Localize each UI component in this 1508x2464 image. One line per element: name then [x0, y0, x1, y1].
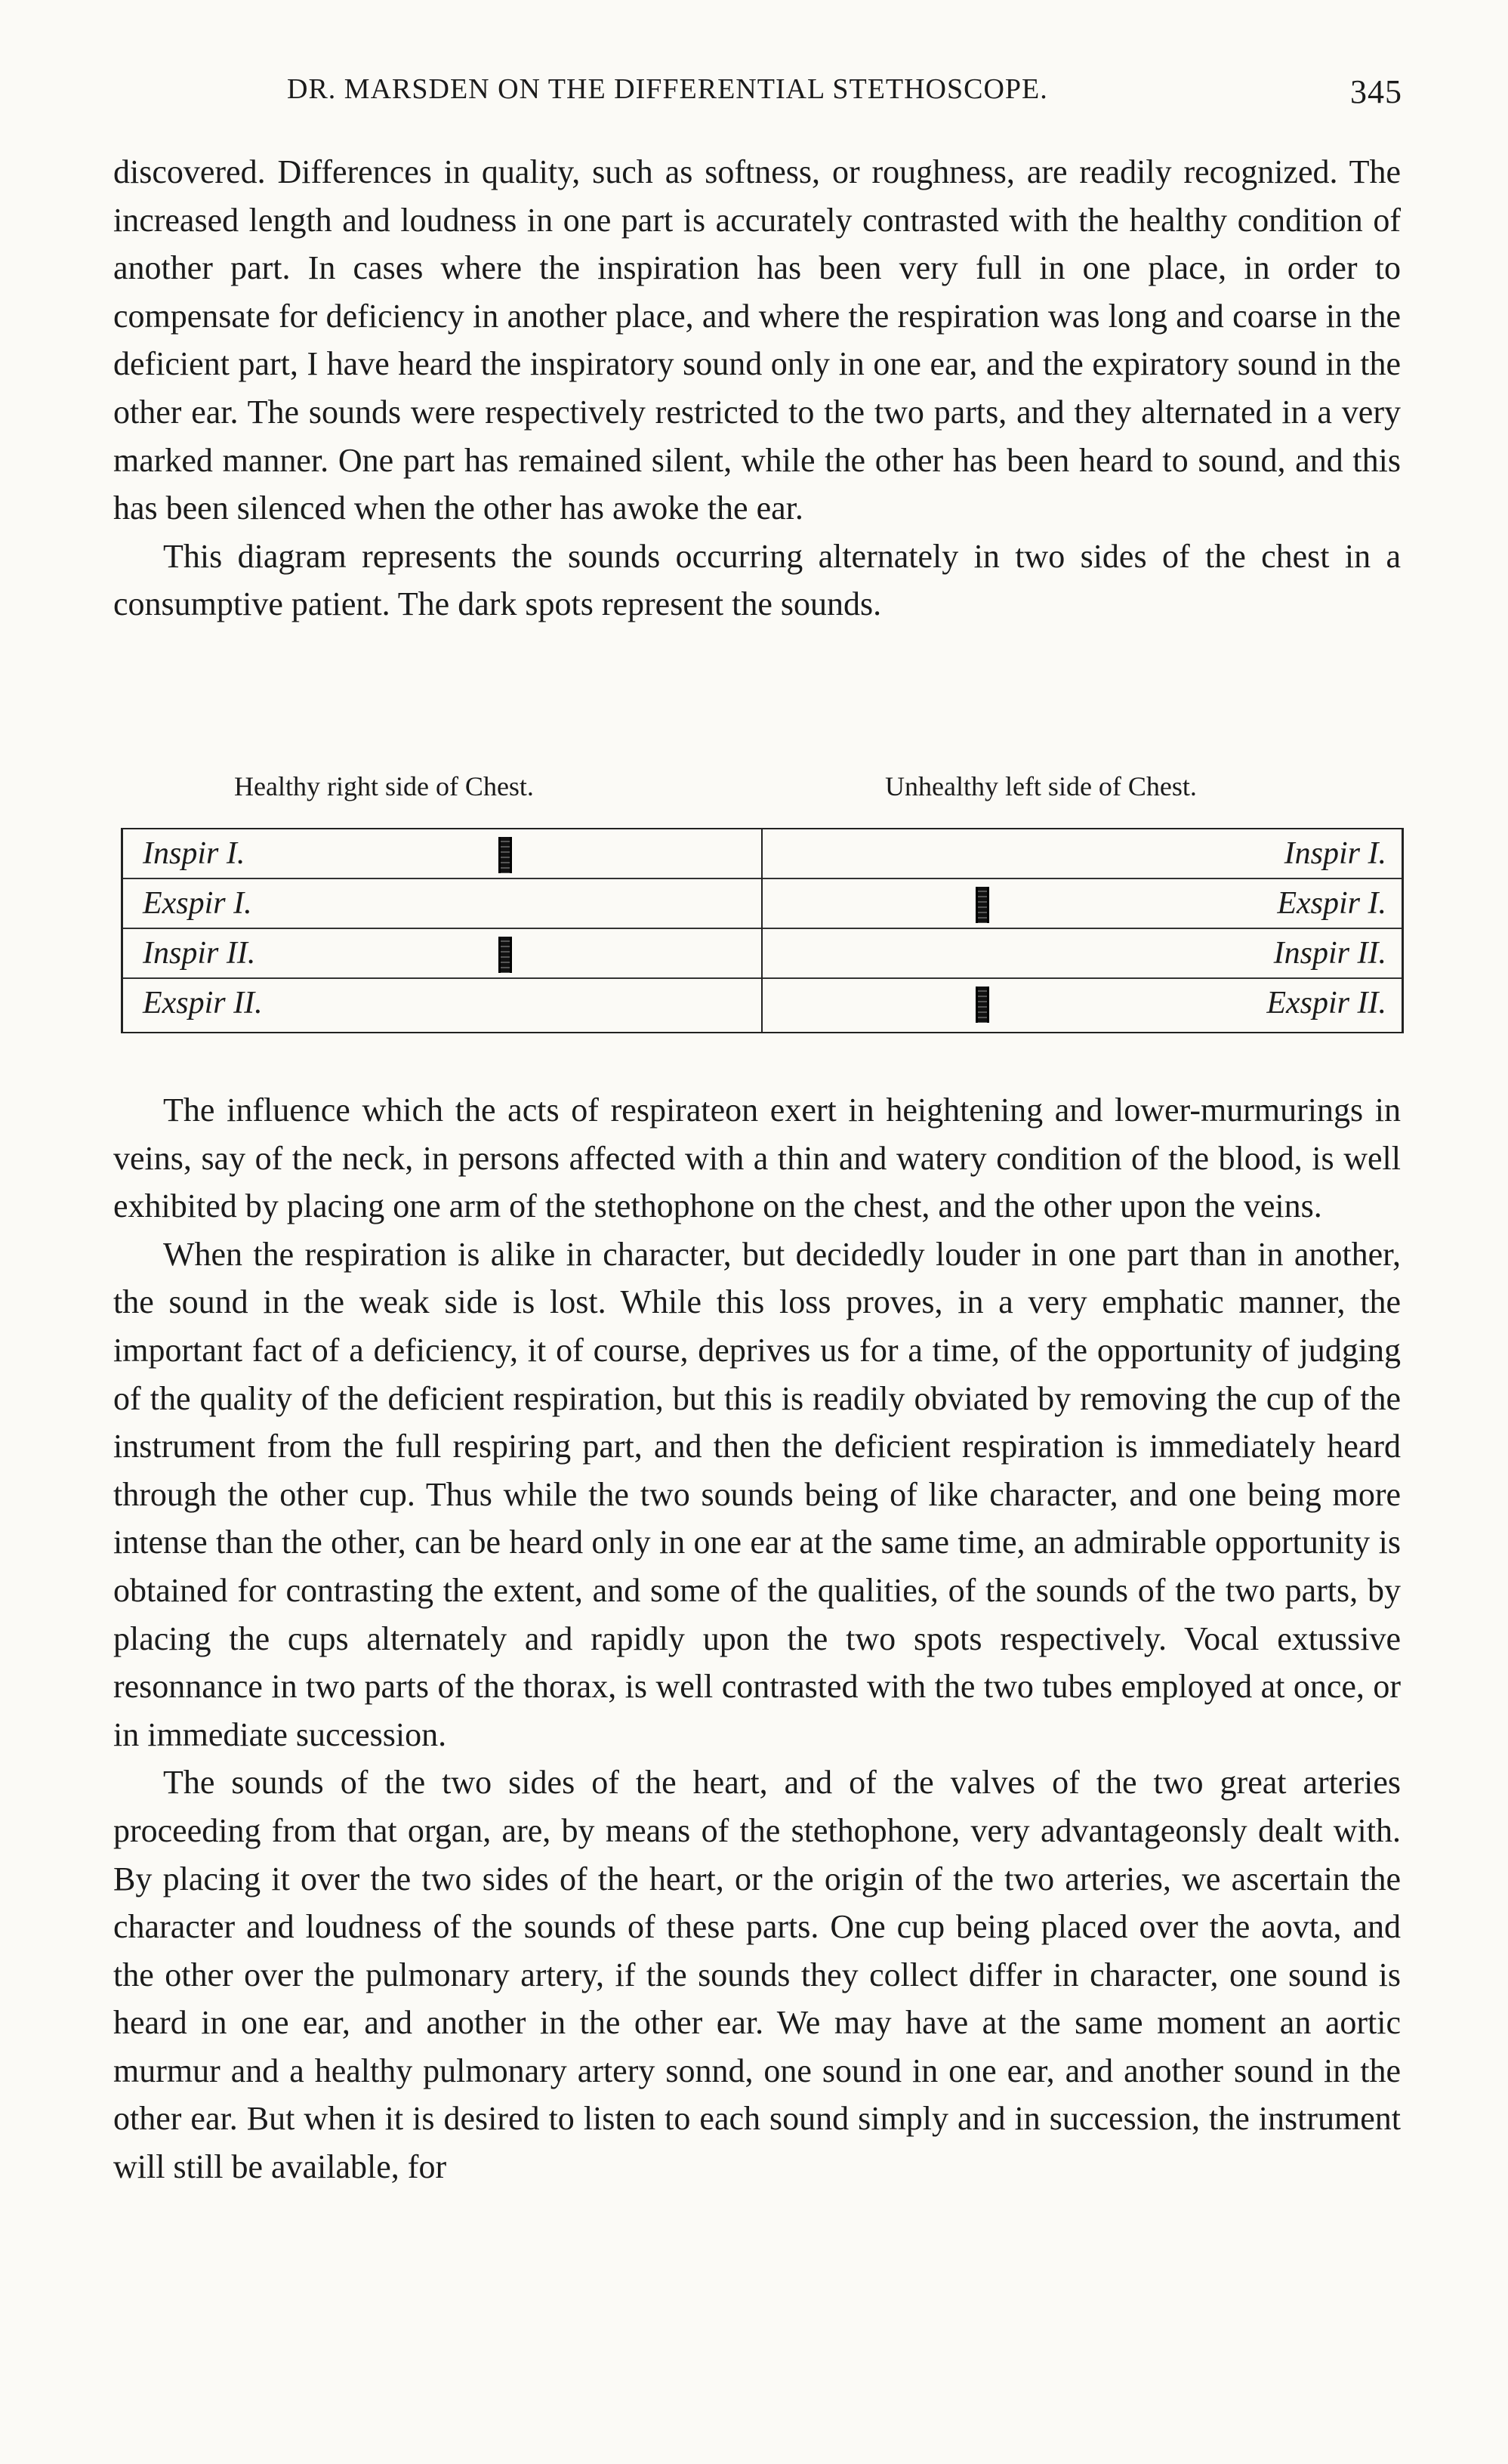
top-text-block — [113, 148, 1401, 628]
running-head-title: DR. MARSDEN ON THE DIFFERENTIAL STETHOSCOPE. — [287, 73, 1048, 105]
row-divider — [763, 977, 1402, 979]
paragraph: The influence which the acts of respirateon exert in heightening and lower-murmurings in veins, say of the neck, in persons affected with a thin and watery condition of the blood, is well exhibited by placing one arm of the stethophone on the chest, and the other upon the veins. — [113, 1092, 1401, 1225]
row-divider — [123, 928, 761, 929]
sound-mark — [498, 937, 512, 973]
right-row-label: Inspir II. — [1273, 936, 1386, 971]
right-row-label: Exspir II. — [1266, 986, 1386, 1020]
paragraph: When the respiration is alike in character, but decidedly louder in one part than in another, the sound in the weak side is lost. While this loss proves, in a very emphatic manner, the important fact of a deficiency, it of course, deprives us for a time, of the opportunity of judging of the quality of the deficient respiration, but this is readily obviated by removing the cup of the instrument from the full respiring part, and then the deficient respiration is immediately heard through the other cup. Thus while the two sounds being of like character, and one being more intense than the other, can be heard only in one ear at the same time, an admirable opportunity is obtained for contrasting the extent, and some of the qualities, of the sounds of the two parts, by placing the cups alternately and rapidly upon the two spots respectively. Vocal extussive resonnance in two parts of the thorax, is well contrasted with the two tubes employed at once, or in immediate succession. — [113, 1235, 1401, 1753]
paragraph: This diagram represents the sounds occurring alternately in two sides of the chest in a consumptive patient. The dark spots represent the sounds. — [113, 537, 1401, 623]
right-row-label: Inspir I. — [1284, 836, 1386, 871]
diagram-divider — [761, 829, 763, 1032]
right-row-label: Exspir I. — [1277, 886, 1386, 921]
row-divider — [123, 878, 761, 879]
sound-mark — [498, 837, 512, 873]
left-row-label: Inspir II. — [143, 936, 256, 971]
sound-mark — [976, 887, 989, 923]
paragraph: discovered. Differences in quality, such as softness, or roughness, are readily recognized. The increased length and loudness in one part is accurately contrasted with the healthy condition of another part. In cases where the inspiration has been very full in one place, in order to compensate for deficiency in another place, and where the respiration was long and coarse in the deficient part, I have heard the inspiratory sound only in one ear, and the expiratory sound in the other ear. The sounds were respectively restricted to the two parts, and they alternated in a very marked manner. One part has remained silent, while the other has been heard to sound, and this has been silenced when the other has awoke the ear. — [113, 153, 1401, 527]
left-row-label: Inspir I. — [143, 836, 245, 871]
respiration-diagram — [121, 828, 1404, 1033]
unhealthy-side-caption: Unhealthy left side of Chest. — [885, 771, 1197, 801]
sound-mark — [976, 987, 989, 1023]
bottom-text-block — [113, 1086, 1401, 2191]
paragraph: The sounds of the two sides of the heart, and of the valves of the two great arteries proceeding from that organ, are, by means of the stethophone, very advantageonsly dealt with. By placing it over the two sides of the heart, or the origin of the two arteries, we ascertain the character and loudness of the sounds of these parts. One cup being placed over the aovta, and the other over the pulmonary artery, if the sounds they collect differ in character, one sound is heard in one ear, and another in the other ear. We may have at the same moment an aortic murmur and a healthy pulmonary artery sonnd, one sound in one ear, and another sound in the other ear. But when it is desired to listen to each sound simply and in succession, the instrument will still be available, for — [113, 1764, 1401, 2186]
healthy-side-caption: Healthy right side of Chest. — [234, 771, 534, 801]
row-divider — [763, 878, 1402, 879]
row-divider — [123, 977, 761, 979]
left-row-label: Exspir I. — [143, 886, 252, 921]
page-number: 345 — [1350, 73, 1402, 110]
left-row-label: Exspir II. — [143, 986, 263, 1020]
row-divider — [763, 928, 1402, 929]
